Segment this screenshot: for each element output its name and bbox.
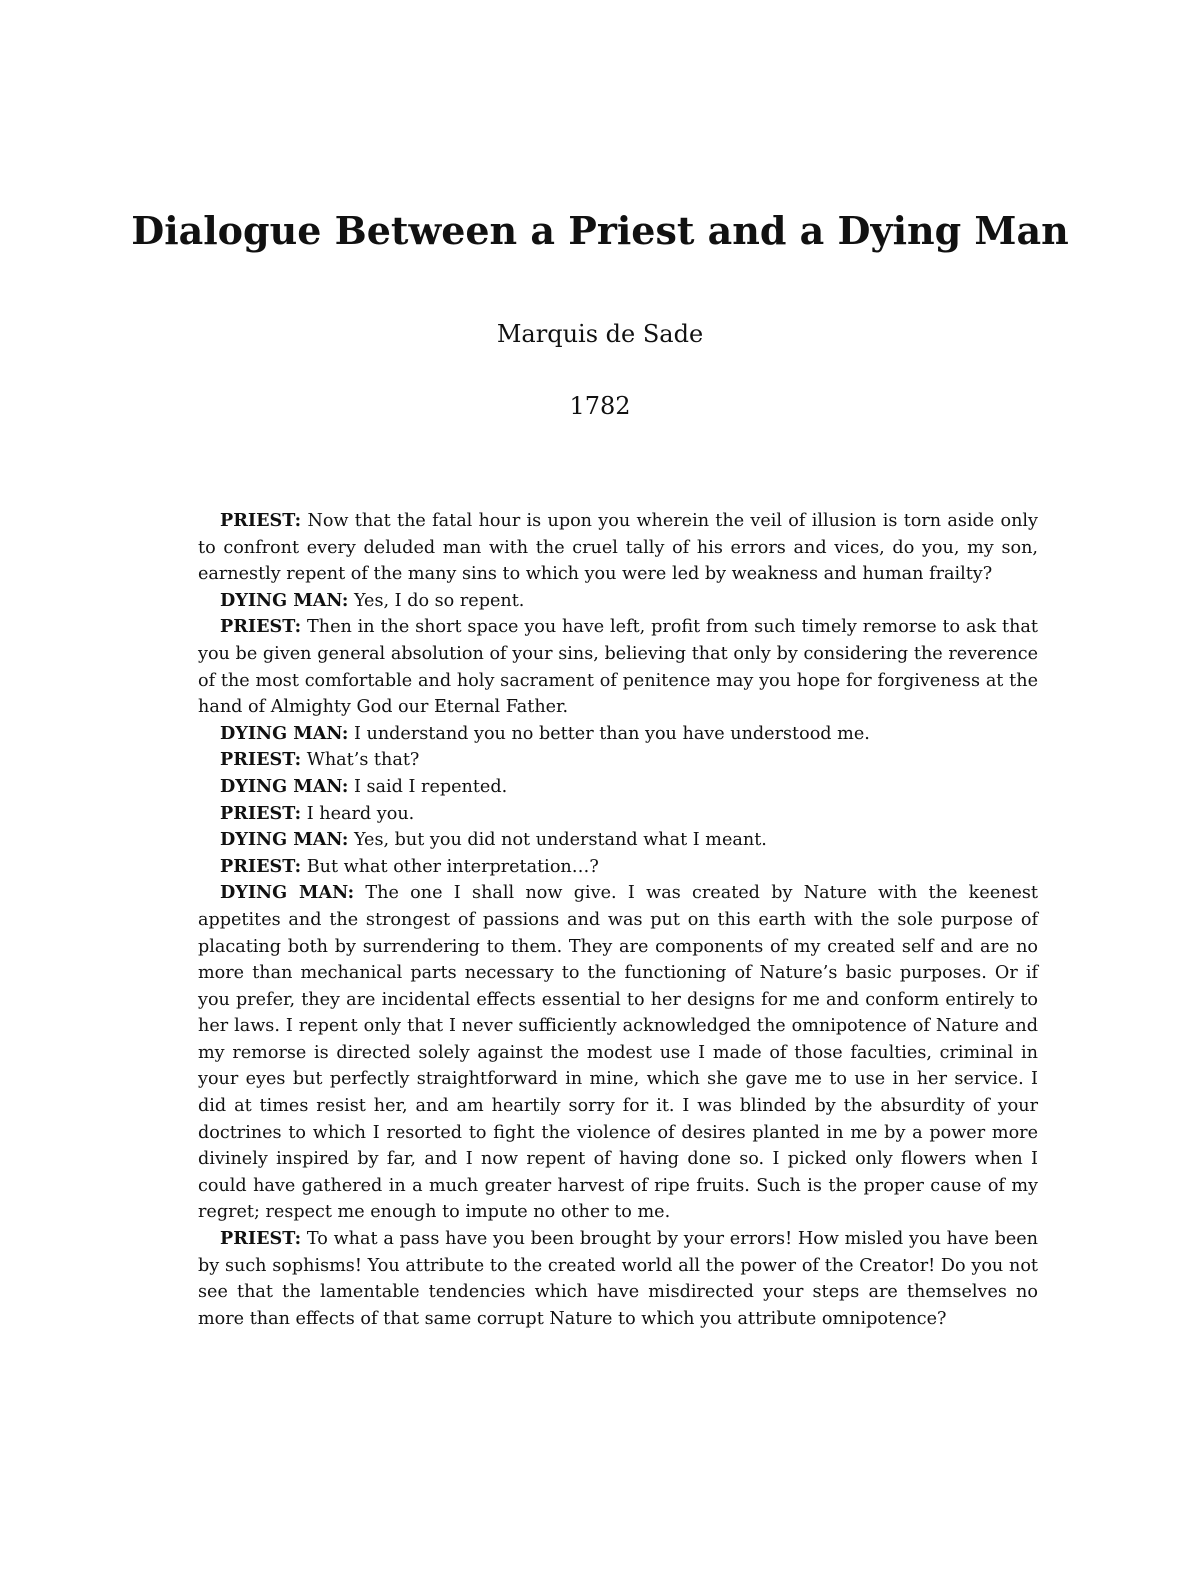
dialogue-line: I understand you no better than you have understood me. [348,723,870,744]
dialogue-paragraph [198,1226,1038,1332]
dialogue-line: But what other interpretation…? [301,856,599,877]
dialogue-line: I said I repented. [348,776,508,797]
dialogue-paragraph [198,508,1038,588]
speaker-label: PRIEST: [220,616,302,638]
speaker-label: PRIEST: [220,1228,302,1250]
document-title: Dialogue Between a Priest and a Dying Man [131,208,1069,253]
dialogue-paragraph [198,801,1038,828]
dialogue-line: I heard you. [301,803,415,824]
speaker-label: DYING MAN: [220,589,349,611]
dialogue-line: To what a pass have you been brought by your errors! How misled you have been by such sophisms! You attribute to the created world all the power of the Creator! Do you not see that the lamentable tendencies which have misdirected your steps are themselves no more than effects of that same corrupt Nature to which you attribute omnipotence? [198,1229,1038,1329]
dialogue-paragraph [198,854,1038,881]
speaker-label: PRIEST: [220,855,302,877]
speaker-label: DYING MAN: [220,775,349,797]
dialogue-paragraph [198,588,1038,615]
dialogue-line: Yes, I do so repent. [348,590,525,611]
speaker-label: PRIEST: [220,802,302,824]
speaker-label: PRIEST: [220,510,302,531]
dialogue-paragraph [198,774,1038,801]
dialogue-paragraph [198,827,1038,854]
speaker-label: PRIEST: [220,749,302,771]
dialogue-paragraph [198,747,1038,774]
dialogue-line: Now that the fatal hour is upon you wherein the veil of illusion is torn aside only to confront every deluded man with the cruel tally of his errors and vices, do you, my son, earnestly repent of the many sins to which you were led by weakness and human frailty? [198,511,1038,585]
speaker-label: DYING MAN: [220,882,355,904]
publication-year: 1782 [569,392,631,420]
dialogue-paragraph [198,721,1038,748]
dialogue-line: What’s that? [301,750,420,771]
speaker-label: DYING MAN: [220,829,349,851]
speaker-label: DYING MAN: [220,722,349,744]
dialogue-paragraph [198,880,1038,1226]
author-name: Marquis de Sade [496,320,704,348]
dialogue-body [198,508,1038,1332]
dialogue-line: Yes, but you did not understand what I meant. [348,830,767,851]
dialogue-line: The one I shall now give. I was created by Nature with the keenest appetites and the strongest of passions and was put on this earth with the sole purpose of placating both by surrendering to them. They are components of my created self and are no more than mechanical parts necessary to the functioning of Nature’s basic purposes. Or if you prefer, they are incidental effects essential to her designs for me and conform entirely to her laws. I repent only that I never sufficiently acknowledged the omnipotence of Nature and my remorse is directed solely against the modest use I made of those faculties, criminal in your eyes but perfectly straightforward in mine, which she gave me to use in her service. I did at times resist her, and am heartily sorry for it. I was blinded by the absurdity of your doctrines to which I resorted to fight the violence of desires planted in me by a power more divinely inspired by far, and I now repent of having done so. I picked only flowers when I could have gathered in a much greater harvest of ripe fruits. Such is the proper cause of my regret; respect me enough to impute no other to me. [198,883,1039,1223]
dialogue-line: Then in the short space you have left, profit from such timely remorse to ask that you be given general absolution of your sins, believing that only by considering the reverence of the most comfortable and holy sacrament of penitence may you hope for forgiveness at the hand of Almighty God our Eternal Father. [198,617,1038,718]
dialogue-paragraph [198,614,1038,720]
